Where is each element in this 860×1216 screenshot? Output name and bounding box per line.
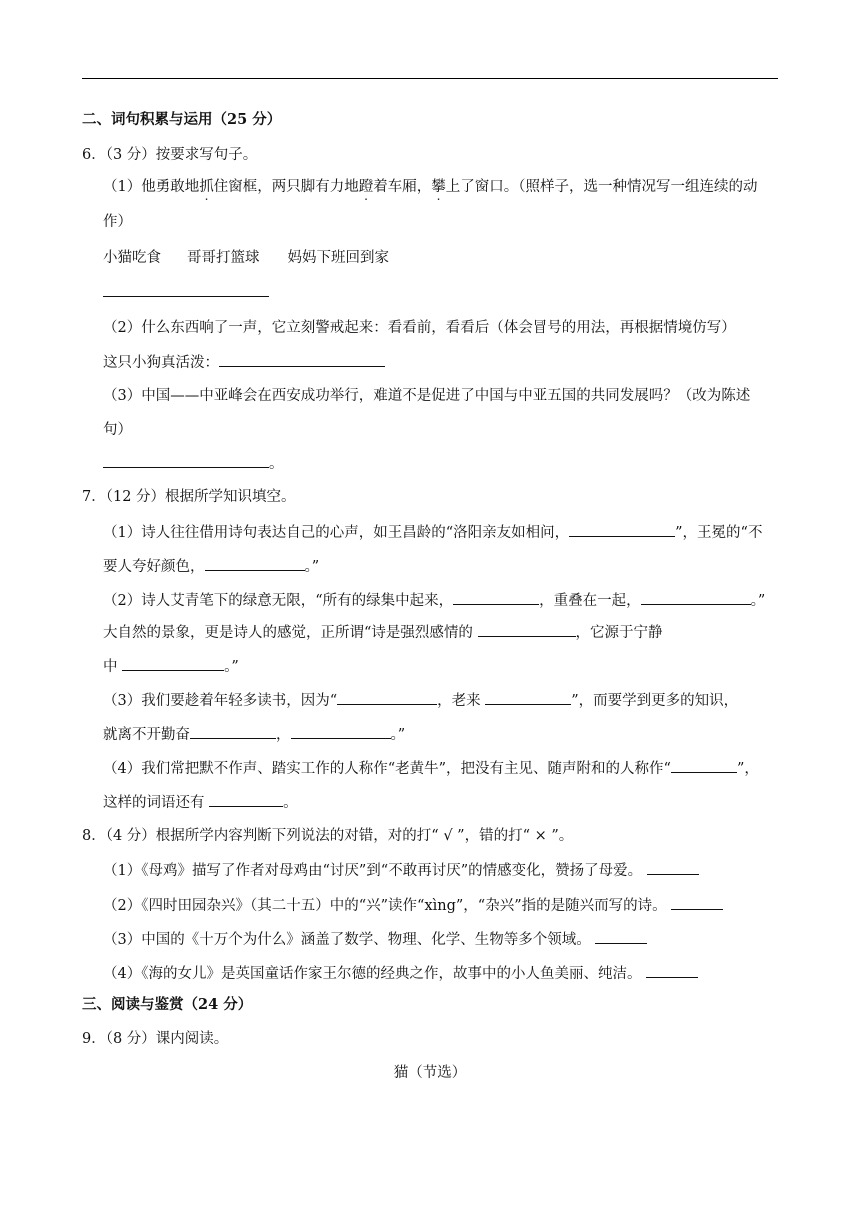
text: 。” [304,559,320,575]
text: （3）中国的《十万个为什么》涵盖了数学、物理、化学、生物等多个领域。 [103,932,591,948]
section-3-title: 三、阅读与鉴赏（24 分） [82,996,253,1013]
answer-blank[interactable] [646,963,698,978]
text: 上了窗口。（照样子，选一种情况写一组连续的动 [445,179,758,195]
text: ，老来 [437,693,481,709]
q7-item-2 [103,590,803,611]
text: （2）《四时田园杂兴》（其二十五）中的“兴”读作“xìng”，“杂兴”指的是随兴而写的诗。 [103,898,667,914]
text: ， [276,727,291,743]
answer-blank[interactable] [485,690,571,705]
answer-blank[interactable] [671,895,723,910]
q6-item-2-cont [103,352,803,373]
answer-blank[interactable] [291,724,391,739]
q7-item-3 [103,690,803,711]
text: （1）诗人往往借用诗句表达自己的心声，如王昌龄的“洛阳亲友如相问， [103,525,570,541]
option-3: 妈妈下班回到家 [287,250,389,266]
question-9-stem: 9．（8 分）课内阅读。 [82,1031,229,1047]
text: ，重叠在一起， [539,593,641,609]
text: ，它源于宁静 [575,625,663,641]
answer-blank[interactable] [453,590,539,605]
answer-blank[interactable] [569,522,675,537]
text: 。 [269,456,284,472]
question-6-stem: 6．（3 分）按要求写句子。 [82,147,258,163]
text: （4）《海的女儿》是英国童话作家王尔德的经典之作，故事中的小人鱼美丽、纯洁。 [103,966,642,982]
text: 大自然的景象，更是诗人的感觉，正所谓“诗是强烈感情的 [103,625,473,641]
q6-item-3-cont: 句） [103,422,132,438]
text: 就离不开勤奋 [103,727,190,743]
text: 。 [283,795,298,811]
option-2: 哥哥打篮球 [187,250,260,266]
emphasis-dot-char: 蹬 [358,179,374,195]
q8-item-3 [103,929,803,950]
text: 着车厢， [373,179,432,195]
text: 。” [390,727,406,743]
text: ”，王冕的“不 [675,525,763,541]
answer-blank[interactable] [337,690,437,705]
q7-item-3-cont [103,724,803,745]
text: 住窗框，两只脚有力地 [213,179,359,195]
header-rule [82,78,778,79]
q8-item-1 [103,860,803,881]
q6-1-answer-blank[interactable] [103,282,803,303]
q8-item-2 [103,895,803,916]
q7-item-4-cont [103,792,803,813]
text: 中 [103,659,118,675]
answer-blank[interactable] [641,590,751,605]
text: ”，而要学到更多的知识， [571,693,739,709]
text: 。” [750,593,766,609]
q7-item-1 [103,522,803,543]
q7-item-4 [103,758,803,779]
q6-item-2: （2）什么东西响了一声，它立刻警戒起来：看看前，看看后（体会冒号的用法，再根据情境仿写） [103,320,736,336]
q6-item-1-cont: 作） [103,214,132,230]
option-1: 小猫吃食 [103,250,161,266]
text: 要人夸好颜色， [103,559,205,575]
answer-blank[interactable] [478,622,576,637]
q6-item-3: （3）中国——中亚峰会在西安成功举行，难道不是促进了中国与中亚五国的共同发展吗？（改为陈述 [103,388,751,404]
answer-blank[interactable] [209,792,283,807]
text: （1）《母鸡》描写了作者对母鸡由“讨厌”到“不敢再讨厌”的情感变化，赞扬了母爱。 [103,863,643,879]
q6-item-1 [103,177,803,197]
q7-item-1-cont [103,556,803,577]
passage-title: 猫（节选） [393,1065,467,1081]
q7-item-2-cont2 [103,656,803,677]
text: （1）他勇敢地 [103,179,200,195]
text: 这样的词语还有 [103,795,205,811]
text: 。” [224,659,239,675]
question-7-stem: 7．（12 分）根据所学知识填空。 [82,489,296,505]
emphasis-dot-char: 抓 [199,179,214,195]
text: （4）我们常把默不作声、踏实工作的人称作“老黄牛”，把没有主见、随声附和的人称作“ [103,761,671,777]
text: 这只小狗真活泼： [103,355,219,371]
text: （2）诗人艾青笔下的绿意无限，“所有的绿集中起来， [103,593,454,609]
question-8-stem: 8．（4 分）根据所学内容判断下列说法的对错，对的打“ √ ”，错的打“ × ”。 [82,828,574,844]
answer-blank[interactable] [219,352,385,367]
answer-blank[interactable] [190,724,276,739]
q7-item-2-cont [103,622,803,643]
section-2-title: 二、词句积累与运用（25 分） [82,111,282,128]
answer-blank[interactable] [103,453,269,468]
q8-item-4 [103,963,803,984]
q6-options [103,248,803,268]
text: ”， [736,761,759,777]
answer-blank[interactable] [647,860,699,875]
answer-blank[interactable] [122,656,224,671]
q6-3-answer [103,453,803,474]
answer-blank[interactable] [671,758,737,773]
answer-blank[interactable] [205,556,305,571]
answer-blank[interactable] [595,929,647,944]
text: （3）我们要趁着年轻多读书，因为“ [103,693,338,709]
emphasis-dot-char: 攀 [431,179,446,195]
